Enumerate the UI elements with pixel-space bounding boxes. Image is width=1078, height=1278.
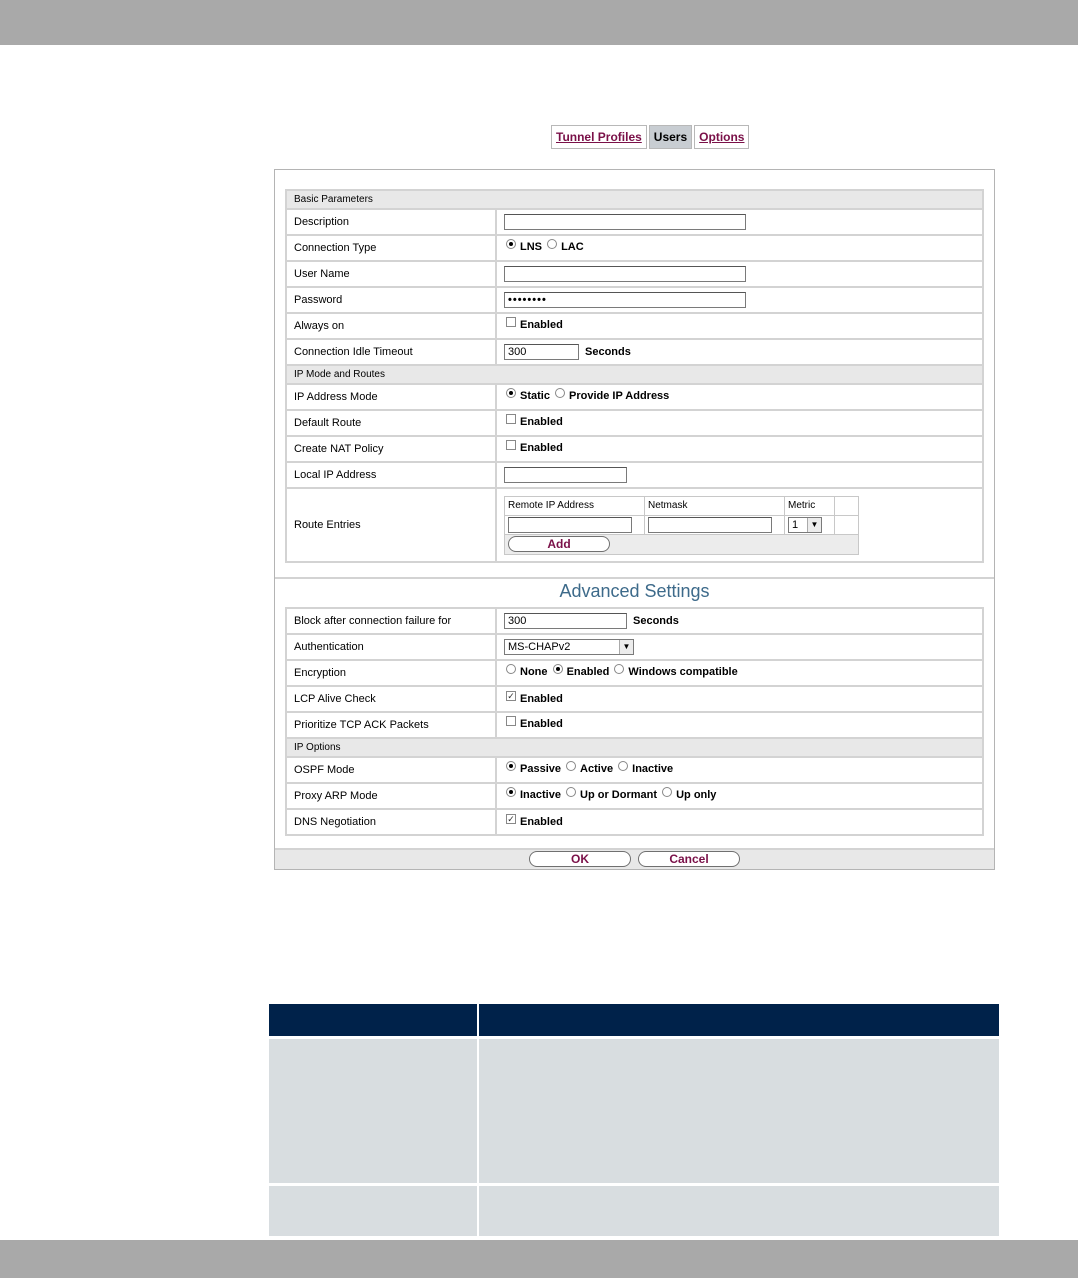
encryption-enabled[interactable]: Enabled: [551, 666, 610, 678]
create-nat-label: Create NAT Policy: [286, 436, 496, 462]
tab-users[interactable]: Users: [649, 125, 692, 149]
radio-icon: [553, 664, 563, 674]
block-after-failure-label: Block after connection failure for: [286, 608, 496, 634]
always-on-checkbox[interactable]: Enabled: [504, 319, 563, 331]
encryption-windows-compatible[interactable]: Windows compatible: [612, 666, 737, 678]
route-remote-ip-input[interactable]: [508, 517, 632, 533]
always-on-label: Always on: [286, 313, 496, 339]
ospf-inactive[interactable]: Inactive: [616, 763, 673, 775]
tab-tunnel-profiles[interactable]: Tunnel Profiles: [551, 125, 647, 149]
radio-icon: [614, 664, 624, 674]
bottom-bar: [0, 1240, 1078, 1278]
idle-timeout-input[interactable]: 300: [504, 344, 579, 360]
password-input[interactable]: ••••••••: [504, 292, 746, 308]
advanced-settings-title: Advanced Settings: [275, 577, 994, 602]
proxy-arp-up-or-dormant[interactable]: Up or Dormant: [564, 789, 657, 801]
idle-timeout-label: Connection Idle Timeout: [286, 339, 496, 365]
radio-icon: [555, 388, 565, 398]
section-basic-parameters: Basic Parameters: [286, 190, 983, 209]
prioritize-tcp-ack-label: Prioritize TCP ACK Packets: [286, 712, 496, 738]
encryption-none[interactable]: None: [504, 666, 548, 678]
checkbox-icon: [506, 440, 516, 450]
route-entries-table: [504, 496, 859, 555]
radio-icon: [506, 761, 516, 771]
tab-options[interactable]: Options: [694, 125, 749, 149]
route-netmask-input[interactable]: [648, 517, 772, 533]
block-after-failure-input[interactable]: 300: [504, 613, 627, 629]
checkbox-icon: [506, 716, 516, 726]
checkmark-icon: ✓: [507, 691, 515, 701]
lcp-alive-check-label: LCP Alive Check: [286, 686, 496, 712]
user-name-label: User Name: [286, 261, 496, 287]
doc-row-cell: [478, 1184, 999, 1236]
doc-row-cell: [269, 1037, 478, 1184]
route-header-remote-ip: Remote IP Address: [505, 496, 645, 515]
settings-panel: [274, 169, 995, 870]
proxy-arp-inactive[interactable]: Inactive: [504, 789, 561, 801]
route-header-netmask: Netmask: [645, 496, 785, 515]
section-ip-options: IP Options: [286, 738, 983, 757]
idle-timeout-unit: Seconds: [585, 345, 631, 358]
radio-icon: [566, 787, 576, 797]
route-metric-select[interactable]: 1 ▼: [788, 517, 822, 533]
top-bar: [0, 0, 1078, 45]
radio-icon: [506, 239, 516, 249]
doc-header-right: [478, 1004, 999, 1037]
form-footer: [275, 848, 994, 869]
default-route-label: Default Route: [286, 410, 496, 436]
proxy-arp-mode-label: Proxy ARP Mode: [286, 783, 496, 809]
ip-address-mode-label: IP Address Mode: [286, 384, 496, 410]
description-label: Description: [286, 209, 496, 235]
documentation-table: [269, 1004, 999, 1236]
radio-icon: [618, 761, 628, 771]
password-label: Password: [286, 287, 496, 313]
ip-mode-static[interactable]: Static: [504, 390, 550, 402]
advanced-settings-table: [285, 607, 984, 836]
route-header-metric: Metric: [785, 496, 835, 515]
encryption-label: Encryption: [286, 660, 496, 686]
add-route-button[interactable]: Add: [508, 536, 610, 552]
checkmark-icon: ✓: [507, 814, 515, 824]
connection-type-lns[interactable]: LNS: [504, 241, 542, 253]
doc-row-cell: [269, 1184, 478, 1236]
local-ip-label: Local IP Address: [286, 462, 496, 488]
doc-header-left: [269, 1004, 478, 1037]
radio-icon: [506, 664, 516, 674]
local-ip-input[interactable]: [504, 467, 627, 483]
connection-type-label: Connection Type: [286, 235, 496, 261]
ospf-passive[interactable]: Passive: [504, 763, 561, 775]
lcp-alive-check-checkbox[interactable]: ✓ Enabled: [507, 691, 563, 705]
chevron-down-icon: ▼: [619, 640, 633, 654]
user-name-input[interactable]: [504, 266, 746, 282]
authentication-label: Authentication: [286, 634, 496, 660]
radio-icon: [547, 239, 557, 249]
radio-icon: [662, 787, 672, 797]
checkbox-icon: [506, 317, 516, 327]
radio-icon: [506, 787, 516, 797]
ok-button[interactable]: OK: [529, 851, 631, 867]
ospf-active[interactable]: Active: [564, 763, 613, 775]
section-ip-mode-routes: IP Mode and Routes: [286, 365, 983, 384]
block-after-failure-unit: Seconds: [633, 614, 679, 627]
checkbox-icon: [506, 414, 516, 424]
radio-icon: [566, 761, 576, 771]
create-nat-checkbox[interactable]: Enabled: [504, 442, 563, 454]
prioritize-tcp-ack-checkbox[interactable]: Enabled: [504, 718, 563, 730]
basic-parameters-table: [285, 189, 984, 563]
radio-icon: [506, 388, 516, 398]
chevron-down-icon: ▼: [807, 518, 821, 532]
tab-bar: [551, 125, 751, 149]
doc-row-cell: [478, 1037, 999, 1184]
connection-type-lac[interactable]: LAC: [545, 241, 584, 253]
cancel-button[interactable]: Cancel: [638, 851, 740, 867]
route-entries-label: Route Entries: [286, 488, 496, 562]
proxy-arp-up-only[interactable]: Up only: [660, 789, 716, 801]
dns-negotiation-label: DNS Negotiation: [286, 809, 496, 835]
ospf-mode-label: OSPF Mode: [286, 757, 496, 783]
description-input[interactable]: [504, 214, 746, 230]
dns-negotiation-checkbox[interactable]: ✓ Enabled: [507, 814, 563, 828]
ip-mode-provide[interactable]: Provide IP Address: [553, 390, 669, 402]
default-route-checkbox[interactable]: Enabled: [504, 416, 563, 428]
authentication-select[interactable]: MS-CHAPv2 ▼: [504, 639, 634, 655]
